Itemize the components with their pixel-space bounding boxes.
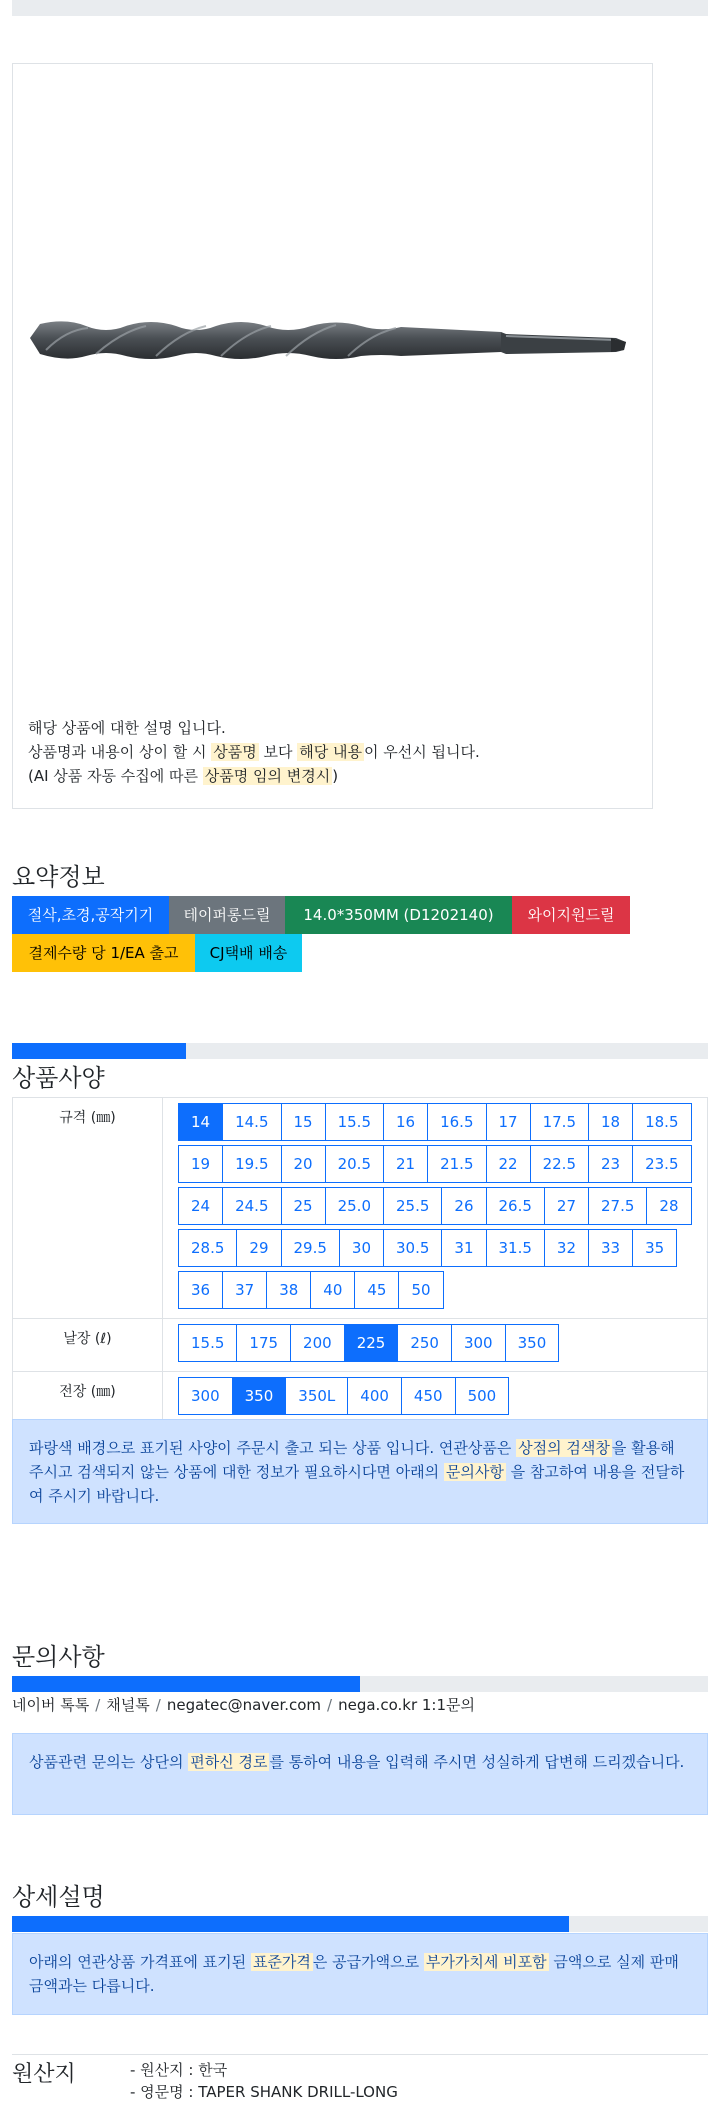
spec-option-button[interactable]: 38: [266, 1271, 311, 1309]
spec-option-button[interactable]: 23: [588, 1145, 633, 1183]
inquiry-title: 문의사항: [12, 1643, 105, 1671]
spec-option-button[interactable]: 26: [441, 1187, 486, 1225]
spec-options-flute: [163, 1319, 707, 1371]
specs-progress: [12, 1043, 708, 1059]
spec-option-button[interactable]: 50: [398, 1271, 443, 1309]
spec-option-button[interactable]: 500: [455, 1377, 510, 1415]
specs-progress-fill: [12, 1043, 186, 1059]
origin-details: [130, 2059, 398, 2103]
spec-option-button[interactable]: 200: [290, 1324, 345, 1362]
spec-option-button[interactable]: 26.5: [486, 1187, 545, 1225]
detail-progress: [12, 1916, 708, 1932]
spec-option-button[interactable]: 15: [281, 1103, 326, 1141]
spec-option-button[interactable]: 300: [451, 1324, 506, 1362]
inquiry-progress: [12, 1676, 708, 1692]
description-line-3: (AI 상품 자동 수집에 따른 상품명 임의 변경시 ): [28, 767, 339, 785]
spec-option-button[interactable]: 16: [383, 1103, 428, 1141]
spec-option-button[interactable]: 20.5: [325, 1145, 384, 1183]
spec-option-button[interactable]: 45: [354, 1271, 399, 1309]
spec-option-button[interactable]: 24.5: [222, 1187, 281, 1225]
spec-label-size: 규격 (㎜): [13, 1098, 163, 1318]
detail-progress-fill: [12, 1916, 569, 1932]
contact-naver-talk[interactable]: 네이버 톡톡: [12, 1696, 90, 1714]
summary-title: 요약정보: [12, 863, 105, 891]
badge-quantity: 결제수량 당 1/EA 출고: [12, 934, 195, 972]
spec-option-button[interactable]: 40: [310, 1271, 355, 1309]
badge-shipping: CJ택배 배송: [195, 934, 302, 972]
contact-channel-talk[interactable]: 채널톡: [106, 1696, 150, 1714]
spec-option-button[interactable]: 29.5: [281, 1229, 340, 1267]
top-bar: [12, 0, 708, 16]
spec-options-length: [163, 1372, 707, 1424]
badge-brand: 와이지원드릴: [512, 896, 630, 934]
spec-option-button[interactable]: 22: [486, 1145, 531, 1183]
spec-option-button[interactable]: 35: [632, 1229, 677, 1267]
description-line-2: 상품명과 내용이 상이 할 시 상품명 보다 해당 내용 이 우선시 됩니다.: [28, 743, 480, 761]
spec-option-button[interactable]: 18.5: [632, 1103, 691, 1141]
spec-option-button[interactable]: 350: [505, 1324, 560, 1362]
inquiry-notice: 상품관련 문의는 상단의 편하신 경로 를 통하여 내용을 입력해 주시면 성실하게 답변해 드리겠습니다.: [12, 1733, 708, 1815]
spec-option-button[interactable]: 37: [222, 1271, 267, 1309]
spec-option-button[interactable]: 18: [588, 1103, 633, 1141]
spec-option-button[interactable]: 14.5: [222, 1103, 281, 1141]
spec-option-button[interactable]: 19.5: [222, 1145, 281, 1183]
spec-option-button[interactable]: 25.0: [325, 1187, 384, 1225]
spec-option-button[interactable]: 24: [178, 1187, 223, 1225]
origin-divider: [12, 2054, 708, 2055]
product-image-box: [12, 63, 653, 809]
spec-row-flute: [13, 1319, 707, 1372]
spec-option-button[interactable]: 28.5: [178, 1229, 237, 1267]
spec-option-button[interactable]: 22.5: [530, 1145, 589, 1183]
badge-category: 절삭,초경,공작기기: [12, 896, 169, 934]
contact-email[interactable]: negatec@naver.com: [166, 1696, 322, 1714]
spec-options-size: [163, 1098, 707, 1318]
spec-option-button[interactable]: 27.5: [588, 1187, 647, 1225]
spec-option-button[interactable]: 32: [544, 1229, 589, 1267]
spec-option-button[interactable]: 16.5: [427, 1103, 486, 1141]
spec-option-button[interactable]: 225: [344, 1324, 399, 1362]
specs-title: 상품사양: [12, 1064, 105, 1092]
spec-option-button[interactable]: 15.5: [325, 1103, 384, 1141]
spec-option-button[interactable]: 400: [347, 1377, 402, 1415]
spec-option-button[interactable]: 19: [178, 1145, 223, 1183]
spec-option-button[interactable]: 14: [178, 1103, 223, 1141]
spec-option-button[interactable]: 23.5: [632, 1145, 691, 1183]
spec-option-button[interactable]: 25.5: [383, 1187, 442, 1225]
spec-option-button[interactable]: 15.5: [178, 1324, 237, 1362]
spec-option-button[interactable]: 17: [486, 1103, 531, 1141]
spec-option-button[interactable]: 31.5: [486, 1229, 545, 1267]
spec-option-button[interactable]: 30: [339, 1229, 384, 1267]
contact-site-inquiry[interactable]: nega.co.kr 1:1문의: [338, 1696, 475, 1714]
spec-table: [12, 1097, 708, 1425]
description-line-1: 해당 상품에 대한 설명 입니다.: [28, 719, 226, 737]
spec-option-button[interactable]: 21.5: [427, 1145, 486, 1183]
spec-option-button[interactable]: 350L: [285, 1377, 348, 1415]
detail-notice: 아래의 연관상품 가격표에 표기된 표준가격 은 공급가액으로 부가가치세 비포함 금액으로 실제 판매금액과는 다릅니다.: [12, 1933, 708, 2015]
spec-option-button[interactable]: 28: [646, 1187, 691, 1225]
spec-option-button[interactable]: 29: [236, 1229, 281, 1267]
spec-option-button[interactable]: 300: [178, 1377, 233, 1415]
spec-option-button[interactable]: 450: [401, 1377, 456, 1415]
spec-row-length: [13, 1372, 707, 1424]
spec-option-button[interactable]: 31: [441, 1229, 486, 1267]
spec-row-size: [13, 1098, 707, 1319]
spec-label-flute: 날장 (ℓ): [13, 1319, 163, 1371]
spec-option-button[interactable]: 21: [383, 1145, 428, 1183]
spec-option-button[interactable]: 350: [232, 1377, 287, 1415]
spec-option-button[interactable]: 30.5: [383, 1229, 442, 1267]
origin-country: - 원산지 : 한국: [130, 2061, 228, 2079]
badge-model: 14.0*350MM (D1202140): [285, 896, 512, 934]
summary-badges: [12, 896, 708, 976]
contact-links: 네이버 톡톡 / 채널톡 / negatec@naver.com / nega.co.kr 1:1문의: [12, 1696, 475, 1714]
spec-option-button[interactable]: 175: [236, 1324, 291, 1362]
origin-english-name: - 영문명 : TAPER SHANK DRILL-LONG: [130, 2083, 398, 2101]
spec-option-button[interactable]: 27: [544, 1187, 589, 1225]
specs-notice: 파랑색 배경으로 표기된 사양이 주문시 출고 되는 상품 입니다. 연관상품은 상점의 검색창 을 활용해 주시고 검색되지 않는 상품에 대한 정보가 필요하시다면 아래의 문의사항 을 참고하여 내용을 전달하여 주시기 바랍니다.: [12, 1419, 708, 1524]
spec-label-length: 전장 (㎜): [13, 1372, 163, 1424]
drill-image: [26, 310, 636, 370]
origin-title: 원산지: [12, 2062, 76, 2087]
product-description: [28, 716, 480, 788]
spec-option-button[interactable]: 17.5: [530, 1103, 589, 1141]
spec-option-button[interactable]: 36: [178, 1271, 223, 1309]
spec-option-button[interactable]: 20: [281, 1145, 326, 1183]
badge-type: 테이퍼롱드릴: [169, 896, 285, 934]
spec-option-button[interactable]: 250: [397, 1324, 452, 1362]
spec-option-button[interactable]: 33: [588, 1229, 633, 1267]
spec-option-button[interactable]: 25: [281, 1187, 326, 1225]
inquiry-progress-fill: [12, 1676, 360, 1692]
detail-title: 상세설명: [12, 1883, 105, 1911]
